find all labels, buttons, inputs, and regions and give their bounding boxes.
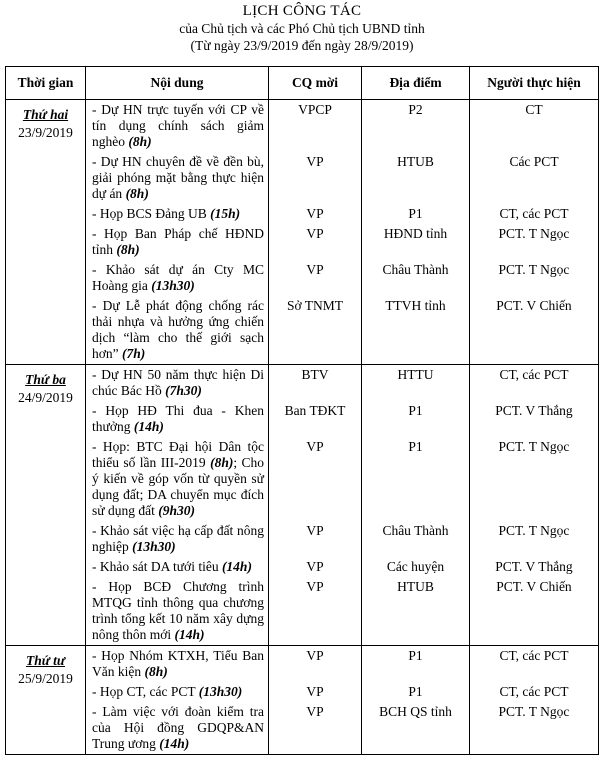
item-performer: PCT. T Ngọc xyxy=(498,226,570,241)
item-performer: PCT. V Chiến xyxy=(496,579,572,594)
item-time: (14h) xyxy=(221,559,252,574)
performer-cell xyxy=(470,646,599,755)
schedule-item xyxy=(86,702,268,754)
schedule-item xyxy=(86,100,268,152)
item-time: (8h) xyxy=(116,242,140,257)
column-header-performer: Người thực hiện xyxy=(470,67,599,100)
column-header-time: Thời gian xyxy=(6,67,86,100)
item-location: BCH QS tỉnh xyxy=(379,704,452,719)
item-performer: CT xyxy=(525,102,543,117)
item-text: - Họp CT, các PCT xyxy=(92,684,199,699)
day-cell xyxy=(6,646,86,755)
performer-cell xyxy=(470,365,599,646)
schedule-item xyxy=(86,437,268,521)
item-time: (13h30) xyxy=(198,684,243,699)
item-time: (14h) xyxy=(133,419,164,434)
item-performer: PCT. T Ngọc xyxy=(498,262,570,277)
location-cell xyxy=(362,646,470,755)
day-name: Thứ hai xyxy=(22,107,69,122)
item-location: HĐND tỉnh xyxy=(383,226,448,241)
item-time: (8h) xyxy=(128,134,152,149)
item-text: - Dự HN chuyên đề về đền bù, giải phóng mặt bằng thực hiện dự án xyxy=(92,154,264,201)
item-text: - Làm việc với đoàn kiểm tra của Hội đồng GDQP&AN Trung ương xyxy=(92,704,264,751)
schedule-title: LỊCH CÔNG TÁC xyxy=(242,3,362,19)
schedule-item xyxy=(86,224,268,260)
item-time: (8h) xyxy=(125,186,149,201)
table-row xyxy=(6,100,599,365)
item-text: - Họp BCS Đảng UB xyxy=(92,206,211,221)
item-location: P1 xyxy=(408,403,423,418)
item-agency: VP xyxy=(306,684,324,699)
day-date: 25/9/2019 xyxy=(18,671,73,686)
item-agency: VP xyxy=(306,559,324,574)
content-cell xyxy=(86,365,269,646)
item-time: (14h) xyxy=(174,627,205,642)
schedule-item xyxy=(86,521,268,557)
item-location: P1 xyxy=(408,684,423,699)
item-location: TTVH tỉnh xyxy=(385,298,446,313)
schedule-subtitle: của Chủ tịch và các Phó Chủ tịch UBND tỉnh xyxy=(179,21,425,36)
item-location: HTTU xyxy=(397,367,434,382)
item-time: (15h) xyxy=(210,206,241,221)
schedule-date-range: (Từ ngày 23/9/2019 đến ngày 28/9/2019) xyxy=(190,38,414,53)
item-time: (14h) xyxy=(159,736,190,751)
item-performer: CT, các PCT xyxy=(499,206,569,221)
item-agency: VP xyxy=(306,579,324,594)
schedule-table xyxy=(5,66,599,755)
item-agency: VPCP xyxy=(298,102,332,117)
agency-cell xyxy=(269,646,362,755)
item-performer: PCT. T Ngọc xyxy=(498,439,570,454)
item-performer: PCT. V Thắng xyxy=(495,559,573,574)
item-text: - Họp BCĐ Chương trình MTQG tỉnh thông qua chương trình tổng kết 10 năm xây dựng nông thôn mới xyxy=(92,579,264,642)
item-agency: VP xyxy=(306,523,324,538)
table-header-row xyxy=(6,67,599,100)
item-performer: PCT. T Ngọc xyxy=(498,704,570,719)
item-performer: PCT. V Thắng xyxy=(495,403,573,418)
item-agency: VP xyxy=(306,262,324,277)
item-location: P2 xyxy=(408,102,423,117)
item-text: - Họp Nhóm KTXH, Tiểu Ban Văn kiện xyxy=(92,648,264,679)
item-time: (8h) xyxy=(210,455,234,470)
schedule-item xyxy=(86,365,268,401)
item-agency: Ban TĐKT xyxy=(284,403,346,418)
schedule-item xyxy=(86,152,268,204)
performer-cell xyxy=(470,100,599,365)
schedule-item xyxy=(86,204,268,224)
item-text: - Dự Lễ phát động chống rác thải nhựa và hưởng ứng chiến dịch “làm cho thế giới sạch hơn” xyxy=(92,298,264,361)
item-agency: Sở TNMT xyxy=(286,298,344,313)
item-performer: CT, các PCT xyxy=(499,684,569,699)
schedule-item xyxy=(86,401,268,437)
schedule-item xyxy=(86,557,268,577)
agency-cell xyxy=(269,100,362,365)
column-header-inviting-agency: CQ mời xyxy=(269,67,362,100)
column-header-content: Nội dung xyxy=(86,67,269,100)
day-name: Thứ tư xyxy=(25,653,66,668)
item-agency: VP xyxy=(306,226,324,241)
item-agency: VP xyxy=(306,704,324,719)
schedule-item xyxy=(86,577,268,645)
item-location: Châu Thành xyxy=(382,262,449,277)
item-text: - Khảo sát việc hạ cấp đất nông nghiệp xyxy=(92,523,264,554)
content-cell xyxy=(86,100,269,365)
item-location: HTUB xyxy=(397,154,434,169)
day-date: 23/9/2019 xyxy=(18,125,73,140)
content-cell xyxy=(86,646,269,755)
item-time: (13h30) xyxy=(132,539,176,554)
item-agency: BTV xyxy=(301,367,329,382)
item-location: P1 xyxy=(408,206,423,221)
day-date: 24/9/2019 xyxy=(18,390,73,405)
item-time: (7h) xyxy=(122,346,146,361)
item-text: - Dự HN trực tuyến với CP về tín dụng chính sách giảm nghèo xyxy=(92,102,264,149)
location-cell xyxy=(362,365,470,646)
item-time: (8h) xyxy=(144,664,168,679)
table-row xyxy=(6,646,599,755)
item-text: - Khảo sát DA tưới tiêu xyxy=(92,559,222,574)
day-cell xyxy=(6,365,86,646)
item-location: Châu Thành xyxy=(382,523,449,538)
item-text: - Dự HN 50 năm thực hiện Di chúc Bác Hồ xyxy=(92,367,264,398)
item-text: - Họp Ban Pháp chế HĐND tỉnh xyxy=(92,226,264,257)
item-performer: PCT. V Chiến xyxy=(496,298,572,313)
item-performer: Các PCT xyxy=(509,154,559,169)
schedule-item xyxy=(86,260,268,296)
day-name: Thứ ba xyxy=(25,372,66,387)
item-performer: CT, các PCT xyxy=(499,648,569,663)
agency-cell xyxy=(269,365,362,646)
item-performer: CT, các PCT xyxy=(499,367,569,382)
item-time: (13h30) xyxy=(151,278,195,293)
day-cell xyxy=(6,100,86,365)
item-agency: VP xyxy=(306,154,324,169)
item-text: - Khảo sát dự án Cty MC Hoàng gia xyxy=(92,262,264,293)
item-performer: PCT. T Ngọc xyxy=(498,523,570,538)
schedule-item xyxy=(86,682,268,702)
item-agency: VP xyxy=(306,206,324,221)
item-location: P1 xyxy=(408,648,423,663)
item-location: P1 xyxy=(408,439,423,454)
item-location: HTUB xyxy=(397,579,434,594)
column-header-location: Địa điểm xyxy=(362,67,470,100)
item-text: ; Cho ý kiến về góp vốn từ quyền sử dụng đất; DA chuyển mục đích sử dụng đất xyxy=(92,455,264,518)
item-text: - Họp HĐ Thi đua - Khen thưởng xyxy=(92,403,264,434)
table-row xyxy=(6,365,599,646)
item-text: - Họp: BTC Đại hội Dân tộc thiểu số lần III-2019 xyxy=(92,439,264,470)
item-agency: VP xyxy=(306,439,324,454)
item-location: Các huyện xyxy=(386,559,445,574)
location-cell xyxy=(362,100,470,365)
item-time: (9h30) xyxy=(158,503,195,518)
item-time: (7h30) xyxy=(165,383,202,398)
schedule-item xyxy=(86,296,268,364)
item-agency: VP xyxy=(306,648,324,663)
schedule-item xyxy=(86,646,268,682)
